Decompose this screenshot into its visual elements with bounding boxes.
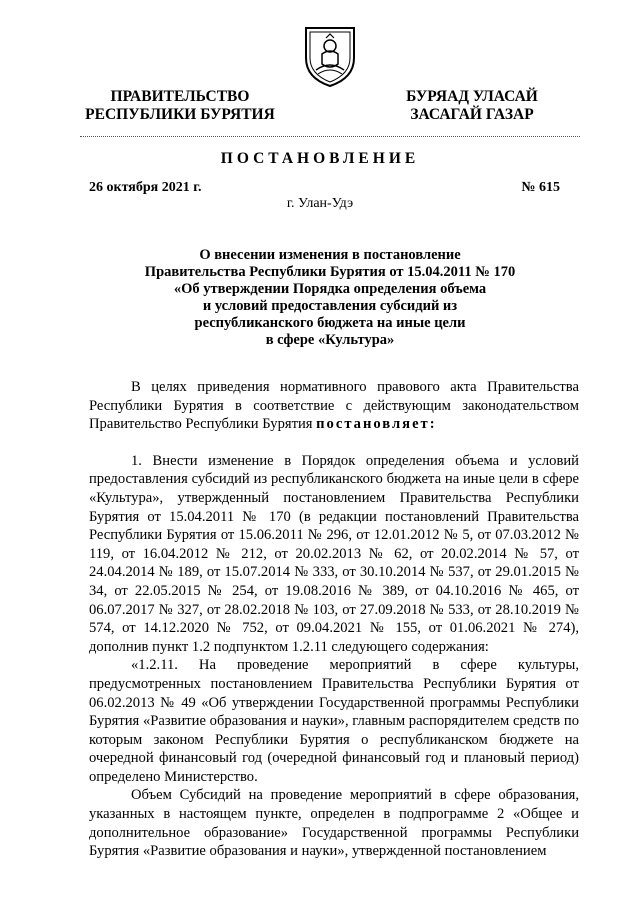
header-line: БУРЯАД УЛАСАЙ	[406, 88, 538, 105]
document-body	[89, 378, 579, 861]
clause-1-2-11-paragraph: «1.2.11. На проведение мероприятий в сфере культуры, предусмотренных постановлением Правительства Республики Бурятия от 06.02.2013 № 49 «Об утверждении Государственной программы Республики Бурятия «Развитие образования и науки», главным распорядителем средств по которым законом Республики Бурятия о республиканском бюджете на очередной финансовый год (очередной финансовый год и плановый период) определено Министерство.	[89, 657, 579, 785]
header-line: РЕСПУБЛИКИ БУРЯТИЯ	[85, 106, 275, 123]
document-subject	[120, 247, 540, 349]
document-date: 26 октября 2021 г.	[89, 180, 202, 195]
government-header-bua	[362, 88, 582, 124]
header-line: ПРАВИТЕЛЬСТВО	[110, 88, 250, 105]
clause-1-paragraph: 1. Внести изменение в Порядок определения объема и условий предоставления субсидий из республиканского бюджета на иные цели в сфере «Культура», утвержденный постановлением Правительства Республики Бурятия от 15.04.2011 № 170 (в редакции постановлений Правительства Республики Бурятия от 15.06.2011 № 296, от 12.01.2012 № 5, от 07.03.2012 № 119, от 16.04.2012 № 212, от 20.02.2013 № 62, от 20.02.2014 № 57, от 24.04.2014 № 189, от 15.07.2014 № 333, от 30.10.2014 № 537, от 29.01.2015 № 34, от 22.05.2015 № 254, от 19.08.2016 № 389, от 04.10.2016 № 465, от 06.07.2017 № 327, от 28.02.2018 № 103, от 27.09.2018 № 533, от 28.10.2019 № 574, от 14.12.2020 № 752, от 09.04.2021 № 155, от 01.06.2021 № 274), дополнив пункт 1.2 подпунктом 1.2.11 следующего содержания:	[89, 452, 579, 655]
subject-line: Правительства Республики Бурятия от 15.04.2011 № 170	[144, 264, 516, 280]
document-city: г. Улан-Удэ	[286, 196, 354, 211]
subject-line: «Об утверждении Порядка определения объема	[173, 281, 487, 297]
preamble-paragraph	[89, 378, 579, 434]
resolves-word: постановляет:	[316, 416, 437, 433]
subject-line: О внесении изменения в постановление	[199, 247, 461, 263]
header-divider	[80, 136, 580, 137]
document-number: № 615	[521, 180, 560, 195]
subject-line: в сфере «Культура»	[265, 332, 395, 348]
subject-line: и условий предоставления субсидий из	[202, 298, 458, 314]
document-type: ПОСТАНОВЛЕНИЕ	[220, 150, 420, 167]
government-header-ru	[70, 88, 290, 124]
subsidy-volume-paragraph: Объем Субсидий на проведение мероприятий в сфере образования, указанных в настоящем пункте, определен в подпрограмме 2 «Общее и дополнительное образование» Государственной программы Республики Бурятия «Развитие образования и науки», утвержденной постановлением	[89, 787, 579, 860]
subject-line: республиканского бюджета на иные цели	[194, 315, 466, 331]
coat-of-arms-icon	[302, 24, 358, 88]
preamble-text: В целях приведения нормативного правового акта Правительства Республики Бурятия в соответствие с действующим законодательством Правительство Республики Бурятия	[89, 379, 579, 433]
header-line: ЗАСАГАЙ ГАЗАР	[410, 106, 534, 123]
